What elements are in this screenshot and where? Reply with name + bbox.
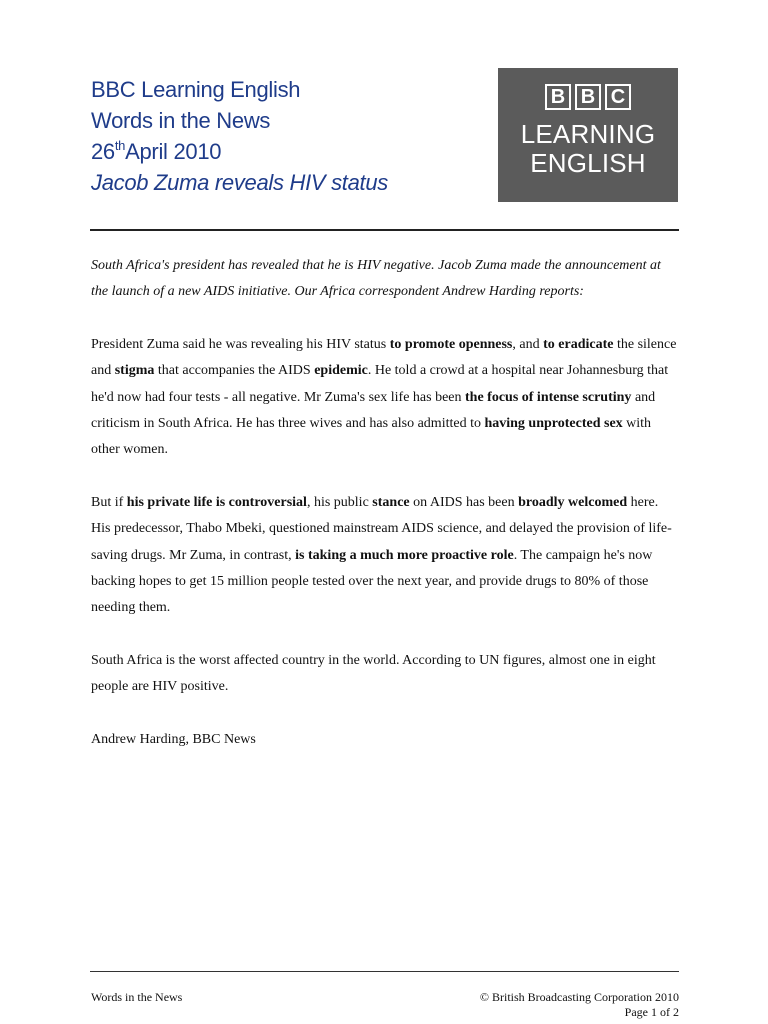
article-paragraph-1 xyxy=(91,332,681,464)
text-run: with other women. xyxy=(91,416,652,458)
bbc-letter-b2: B xyxy=(575,84,601,110)
date-day: 26 xyxy=(91,139,115,164)
article-paragraph-3: South Africa is the worst affected country in the world. According to UN figures, almost one in eight people are HIV positive. xyxy=(91,652,656,695)
document-header xyxy=(91,74,388,198)
bbc-letter-c: C xyxy=(605,84,631,110)
key-phrase: stance xyxy=(372,494,410,510)
article-intro: South Africa's president has revealed that he is HIV negative. Jacob Zuma made the announcement at the launch of a new AIDS initiative. Our Africa correspondent Andrew Harding reports: xyxy=(91,258,661,300)
bbc-learning-english-logo xyxy=(498,68,678,202)
key-phrase: having unprotected sex xyxy=(484,416,623,432)
article-paragraph-2 xyxy=(91,490,681,622)
text-run: that accompanies the AIDS xyxy=(154,363,315,379)
key-phrase: to eradicate xyxy=(543,336,614,352)
key-phrase: to promote openness xyxy=(389,336,513,352)
footer-right-block xyxy=(480,990,679,1020)
text-run: President Zuma said he was revealing his HIV status xyxy=(91,336,390,352)
text-run: the silence and xyxy=(91,336,677,379)
key-phrase: stigma xyxy=(114,363,155,379)
article-headline: Jacob Zuma reveals HIV status xyxy=(91,170,388,195)
text-run: on AIDS has been xyxy=(409,494,519,510)
key-phrase: is taking a much more proactive role xyxy=(295,547,514,563)
date-suffix: th xyxy=(114,138,126,153)
bbc-letter-blocks xyxy=(498,84,678,110)
bbc-letter-b1: B xyxy=(545,84,571,110)
date-rest: April 2010 xyxy=(125,139,222,164)
footer-series-name: Words in the News xyxy=(91,990,183,1004)
logo-word-english: ENGLISH xyxy=(530,148,646,178)
footer-copyright: © British Broadcasting Corporation 2010 xyxy=(479,990,679,1004)
header-divider xyxy=(90,229,679,231)
footer-page-number: Page 1 of 2 xyxy=(624,1005,679,1019)
text-run: here. His predecessor, Thabo Mbeki, questioned mainstream AIDS science, and delayed the provision of life-saving drugs. Mr Zuma, in contrast, xyxy=(91,494,672,563)
article-byline: Andrew Harding, BBC News xyxy=(91,731,256,747)
header-series: Words in the News xyxy=(91,108,271,133)
header-title: BBC Learning English xyxy=(91,77,301,102)
key-phrase: his private life is controversial xyxy=(126,494,307,510)
footer-divider xyxy=(90,971,679,972)
key-phrase: the focus of intense scrutiny xyxy=(465,389,632,405)
text-run: . He told a crowd at a hospital near Johannesburg that he'd now had four tests - all negative. Mr Zuma's sex life has been xyxy=(91,363,669,405)
text-run: , his public xyxy=(306,494,373,510)
text-run: But if xyxy=(91,494,127,510)
text-run: and criticism in South Africa. He has three wives and has also admitted to xyxy=(91,389,656,432)
text-run: , and xyxy=(512,336,544,352)
logo-word-learning: LEARNING xyxy=(520,119,656,149)
header-date xyxy=(91,136,388,167)
article-body xyxy=(91,253,681,779)
key-phrase: epidemic xyxy=(314,363,368,379)
text-run: . The campaign he's now backing hopes to get 15 million people tested over the next year, and provide drugs to 80% of those needing them. xyxy=(91,547,653,616)
key-phrase: broadly welcomed xyxy=(518,494,628,510)
